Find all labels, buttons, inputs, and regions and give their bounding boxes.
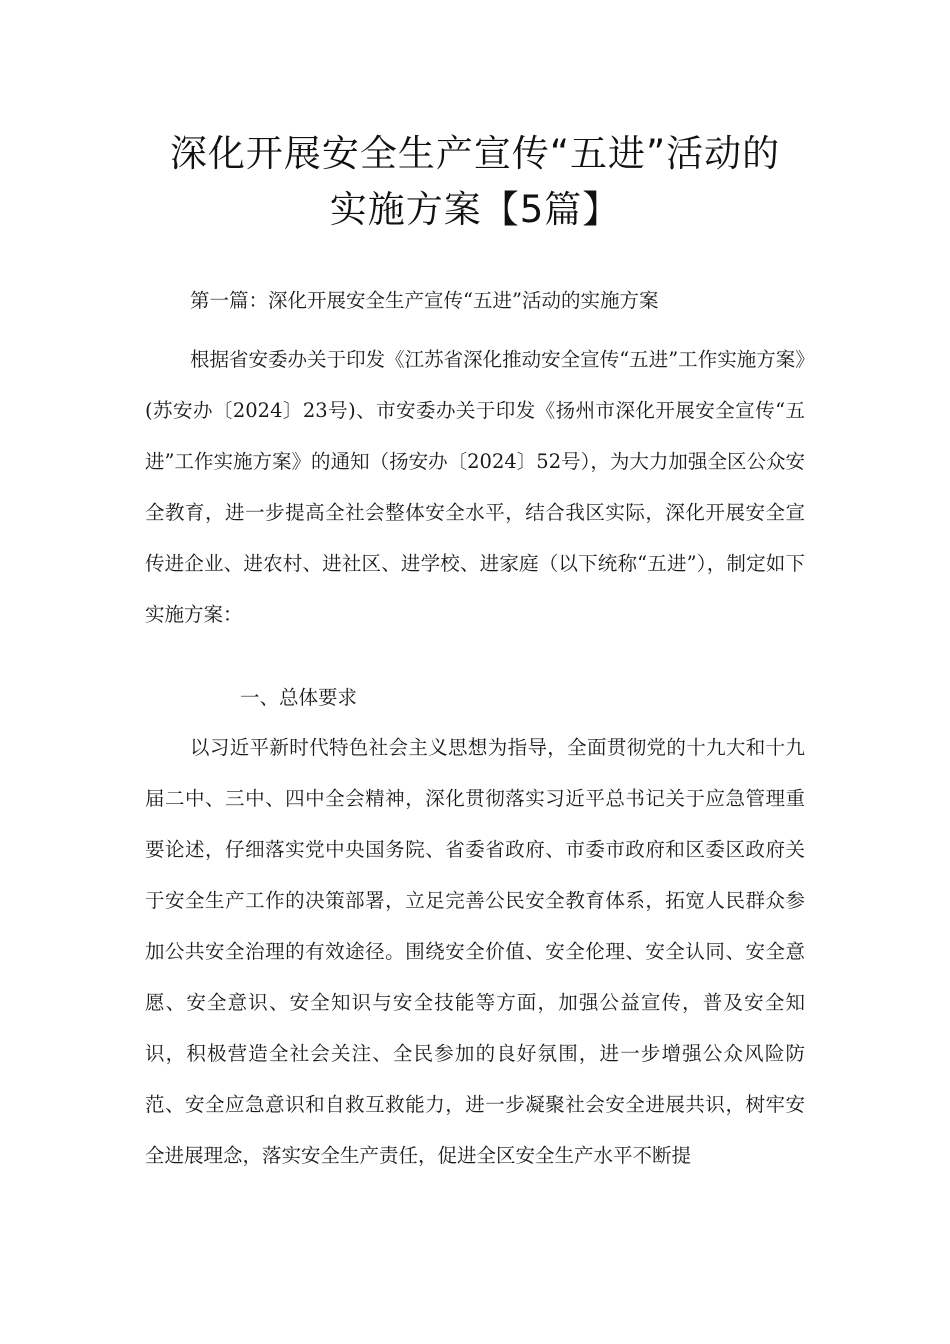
paragraph-general-requirements: 以习近平新时代特色社会主义思想为指导，全面贯彻党的十九大和十九届二中、三中、四中全会精神，深化贯彻落实习近平总书记关于应急管理重要论述，仔细落实党中央国务院、省委省政府、市委市政府和区委区政府关于安全生产工作的决策部署，立足完善公民安全教育体系，拓宽人民群众参加公共安全治理的有效途径。围绕安全价值、安全伦理、安全认同、安全意愿、安全意识、安全知识与安全技能等方面，加强公益宣传，普及安全知识，积极营造全社会关注、全民参加的良好氛围，进一步增强公众风险防范、安全应急意识和自救互救能力，进一步凝聚社会安全进展共识，树牢安全进展理念，落实安全生产责任，促进全区安全生产水平不断提 <box>145 736 805 1167</box>
document-title-line-1: 深化开展安全生产宣传“五进”活动的 <box>169 132 781 175</box>
document-title-line-2: 实施方案【5篇】 <box>329 188 621 231</box>
chapter-subtitle: 第一篇：深化开展安全生产宣传“五进”活动的实施方案 <box>190 289 659 312</box>
paragraph-intro: 根据省安委办关于印发《江苏省深化推动安全宣传“五进”工作实施方案》(苏安办〔2024〕23号)、市安委办关于印发《扬州市深化开展安全宣传“五进”工作实施方案》的通知（扬安办〔2024〕52号），为大力加强全区公众安全教育，进一步提高全社会整体安全水平，结合我区实际，深化开展安全宣传进企业、进农村、进社区、进学校、进家庭（以下统称“五进”），制定如下实施方案： <box>145 348 805 626</box>
section-heading-general-requirements: 一、总体要求 <box>240 686 358 709</box>
